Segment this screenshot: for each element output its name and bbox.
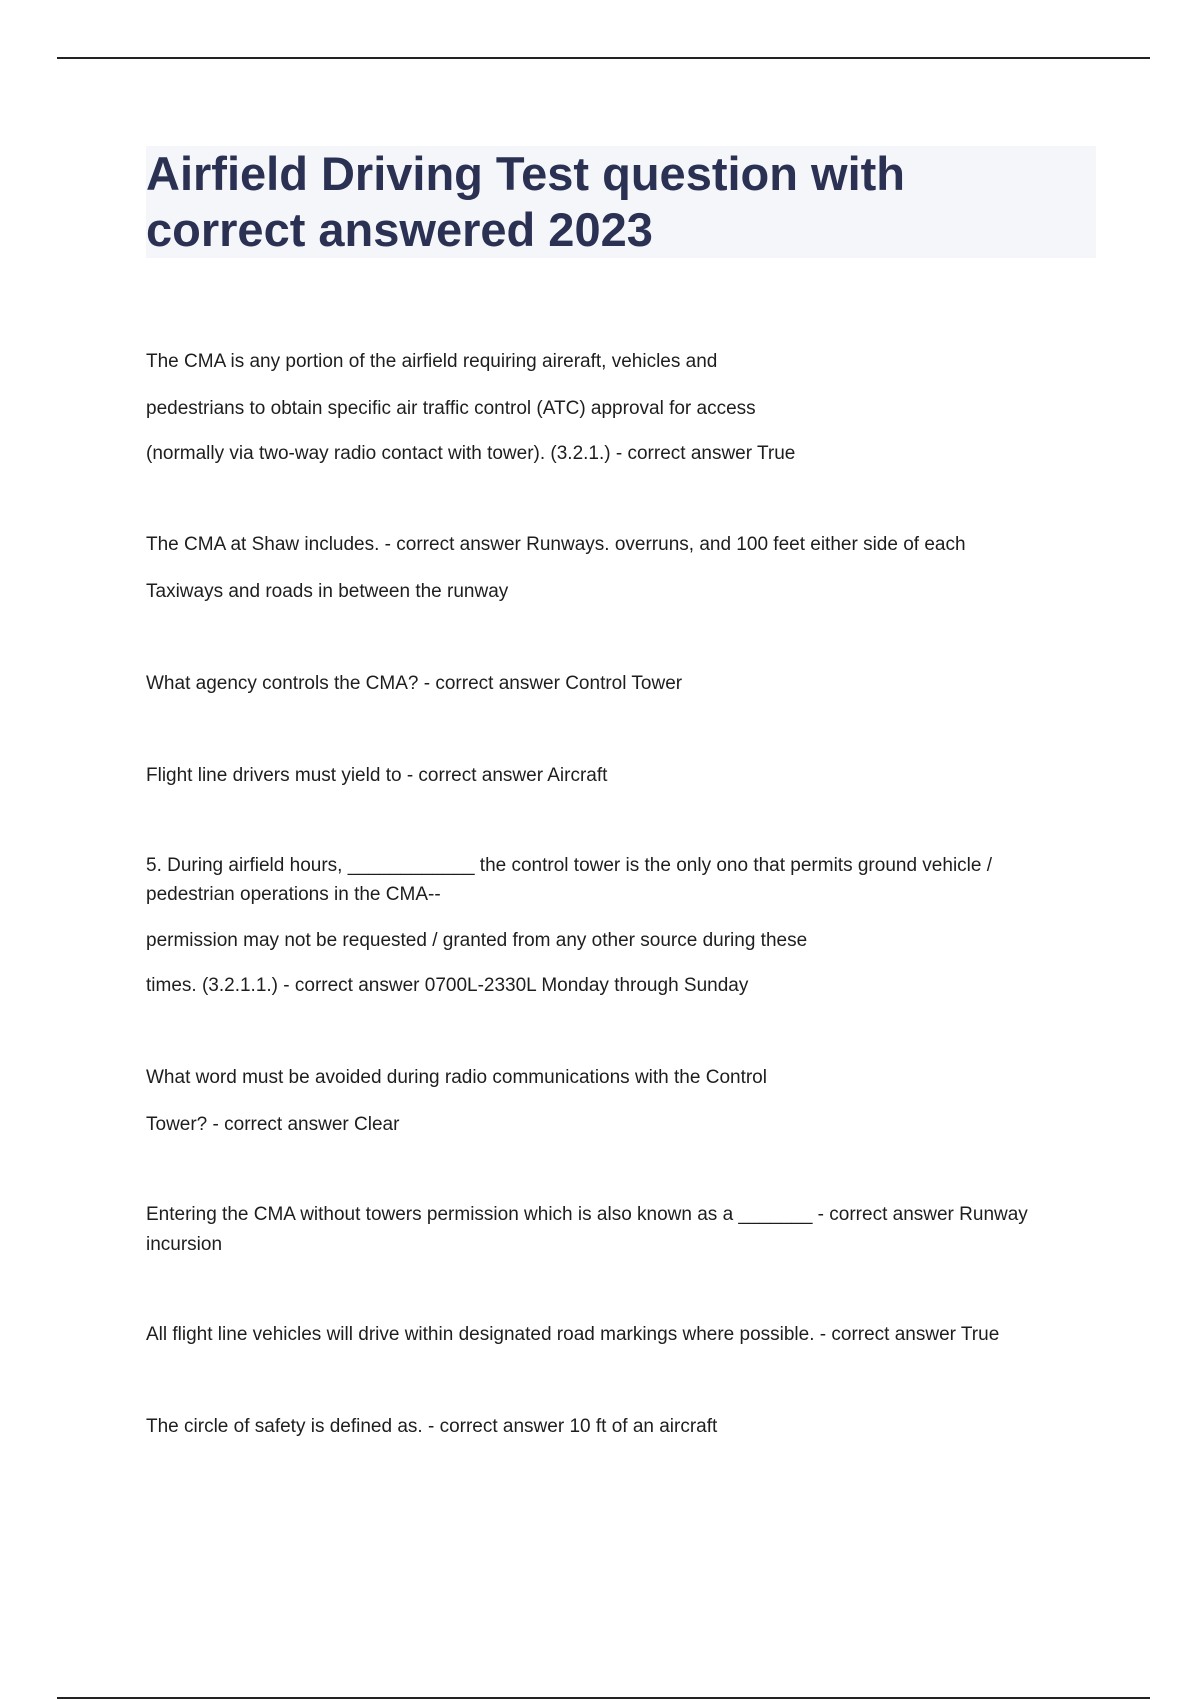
qa-line: The CMA at Shaw includes. - correct answer Runways. overruns, and 100 feet either side of each [146,534,966,555]
qa-line: The CMA is any portion of the airfield requiring aireraft, vehicles and [146,351,718,372]
qa-line: Tower? - correct answer Clear [146,1114,400,1135]
qa-line: (normally via two-way radio contact with tower). (3.2.1.) - correct answer True [146,443,796,464]
qa-line: pedestrian operations in the CMA-- [146,884,441,905]
qa-line: What word must be avoided during radio communications with the Control [146,1067,767,1088]
qa-line: Taxiways and roads in between the runway [146,581,509,602]
qa-line: Entering the CMA without towers permission which is also known as a _______ - correct answer Runway [146,1204,1028,1225]
title-line: correct answered 2023 [146,203,653,256]
qa-line: Flight line drivers must yield to - correct answer Aircraft [146,765,608,786]
qa-line: permission may not be requested / granted from any other source during these [146,930,808,951]
qa-line: The circle of safety is defined as. - correct answer 10 ft of an aircraft [146,1416,718,1437]
qa-line: All flight line vehicles will drive within designated road markings where possible. - correct answer True [146,1324,1000,1345]
top-rule [57,57,1150,59]
bottom-rule [57,1697,1150,1699]
title-line: Airfield Driving Test question with [146,147,905,200]
qa-line: pedestrians to obtain specific air traffic control (ATC) approval for access [146,398,756,419]
qa-line: What agency controls the CMA? - correct answer Control Tower [146,673,683,694]
qa-line: times. (3.2.1.1.) - correct answer 0700L-2330L Monday through Sunday [146,975,749,996]
qa-line: incursion [146,1234,223,1255]
qa-line: 5. During airfield hours, ____________ the control tower is the only ono that permits ground vehicle / [146,855,993,876]
document-title [146,146,905,258]
